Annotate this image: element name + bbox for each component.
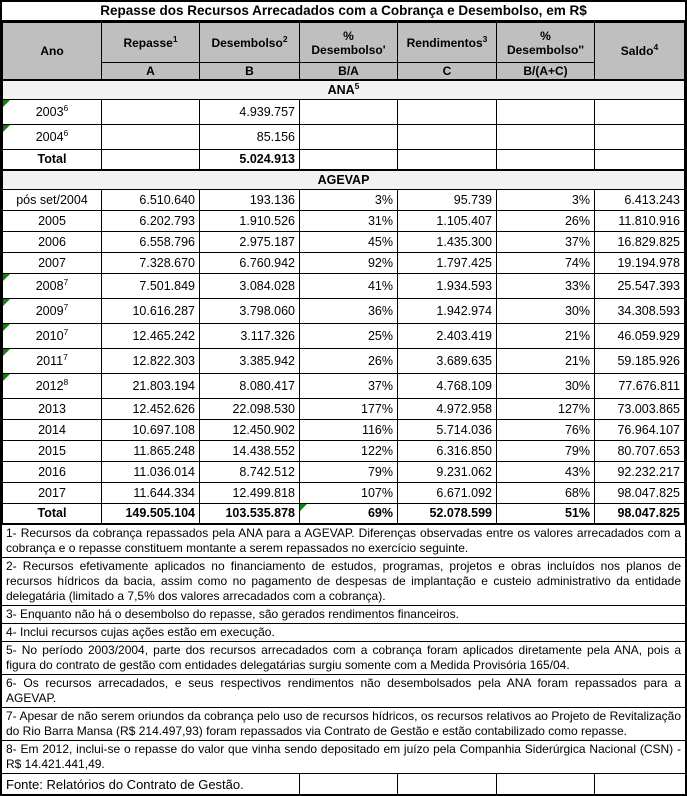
cell-saldo: 6.413.243	[595, 190, 685, 211]
footnote-5: 5- No período 2003/2004, parte dos recursos arrecadados com a cobrança foram aplicados diretamente pela ANA, pois a figura do contrato de gestão com entidades delegatárias surgiu somente com a Medida Provisória 165/04.	[2, 642, 685, 675]
footnote-ref: 7	[63, 276, 69, 287]
cell-pct-ba: 177%	[300, 399, 398, 420]
cell-saldo: 11.810.916	[595, 211, 685, 232]
table-row	[3, 125, 685, 150]
cell-repasse	[102, 125, 200, 150]
cell-rendimentos	[398, 100, 497, 125]
table-row	[3, 374, 685, 399]
footnote-4: 4- Inclui recursos cujas ações estão em execução.	[2, 624, 685, 642]
cell-repasse: 10.697.108	[102, 420, 200, 441]
empty-cell	[496, 774, 594, 796]
cell-desembolso: 12.499.818	[200, 483, 300, 504]
cell-repasse: 12.465.242	[102, 324, 200, 349]
cell-repasse: 12.452.626	[102, 399, 200, 420]
cell-desembolso: 193.136	[200, 190, 300, 211]
footnote-ref: 7	[63, 351, 68, 362]
section-row-agevap	[3, 170, 685, 190]
cell-desembolso: 6.760.942	[200, 253, 300, 274]
table-row	[3, 420, 685, 441]
cell-pct-ba: 3%	[300, 190, 398, 211]
cell-rendimentos: 5.714.036	[398, 420, 497, 441]
cell-pct-ba	[300, 125, 398, 150]
footnote-ref: 3	[482, 33, 488, 44]
cell-saldo: 77.676.811	[595, 374, 685, 399]
cell-pct-ba: 31%	[300, 211, 398, 232]
cell-saldo: 19.194.978	[595, 253, 685, 274]
row-label-year: 2016	[3, 462, 102, 483]
cell-repasse: 6.202.793	[102, 211, 200, 232]
subheader-bac: B/(A+C)	[497, 63, 595, 80]
cell-repasse: 11.865.248	[102, 441, 200, 462]
row-label-year: 2012$^8$	[3, 374, 102, 399]
row-label-total: Total	[3, 504, 102, 524]
footnote-7: 7- Apesar de não serem oriundos da cobrança pelo uso de recursos hídricos, os recursos relativos ao Projeto de Revitalização do Rio Barra Mansa (R$ 214.497,93) foram repassados via Contrato de Gestão e estão contabilizado como repasse.	[2, 708, 685, 741]
cell-pct-bac: 3%	[497, 190, 595, 211]
cell-pct-ba	[300, 150, 398, 170]
cell-pct-bac: 21%	[497, 324, 595, 349]
total-row	[3, 150, 685, 170]
cell-rendimentos	[398, 150, 497, 170]
cell-pct-bac: 37%	[497, 232, 595, 253]
cell-pct-bac: 21%	[497, 349, 595, 374]
section-header-agevap: AGEVAP	[3, 170, 685, 190]
table-row	[3, 274, 685, 299]
table-row	[3, 253, 685, 274]
footnote-ref: 7	[63, 326, 69, 337]
cell-desembolso: 1.910.526	[200, 211, 300, 232]
cell-pct-bac	[497, 150, 595, 170]
row-label-year: 2010$^7$	[3, 324, 102, 349]
cell-pct-bac: 33%	[497, 274, 595, 299]
table-row	[3, 211, 685, 232]
column-header-pct-desembolso-1: % Desembolso'	[300, 23, 398, 63]
cell-pct-bac: 76%	[497, 420, 595, 441]
cell-repasse: 10.616.287	[102, 299, 200, 324]
cell-repasse: 7.328.670	[102, 253, 200, 274]
cell-rendimentos: 9.231.062	[398, 462, 497, 483]
table-row	[3, 299, 685, 324]
column-header-rendimentos: Rendimentos$^3$	[398, 23, 497, 63]
footnotes-block	[2, 525, 685, 774]
cell-desembolso: 2.975.187	[200, 232, 300, 253]
cell-saldo	[595, 100, 685, 125]
cell-pct-ba: 92%	[300, 253, 398, 274]
column-header-ano: Ano	[3, 23, 102, 80]
footnote-ref: 4	[653, 41, 659, 52]
cell-saldo: 76.964.107	[595, 420, 685, 441]
footnote-ref: 1	[172, 33, 178, 44]
subheader-a: A	[102, 63, 200, 80]
cell-saldo: 59.185.926	[595, 349, 685, 374]
row-label-year: 2011$^7$	[3, 349, 102, 374]
cell-saldo: 98.047.825	[595, 483, 685, 504]
cell-saldo: 16.829.825	[595, 232, 685, 253]
footnote-ref: 2	[282, 33, 288, 44]
column-header-desembolso: Desembolso$^2$	[200, 23, 300, 63]
subheader-ba: B/A	[300, 63, 398, 80]
cell-pct-ba: 25%	[300, 324, 398, 349]
row-label-year: 2007	[3, 253, 102, 274]
cell-desembolso: 8.080.417	[200, 374, 300, 399]
cell-rendimentos: 1.435.300	[398, 232, 497, 253]
cell-pct-ba: 69%	[300, 504, 398, 524]
cell-saldo: 46.059.929	[595, 324, 685, 349]
footnote-2: 2- Recursos efetivamente aplicados no financiamento de estudos, programas, projetos e obras incluídos nos planos de recursos hídricos da bacia, assim como no pagamento de despesas de implantação e custeio administrativo da entidade delegatária (limitado a 7,5% dos valores arrecadados com a cobrança).	[2, 558, 685, 606]
cell-saldo: 80.707.653	[595, 441, 685, 462]
footnote-6: 6- Os recursos arrecadados, e seus respectivos rendimentos não desembolsados pela ANA foram repassados para a AGEVAP.	[2, 675, 685, 708]
cell-saldo: 98.047.825	[595, 504, 685, 524]
cell-saldo	[595, 150, 685, 170]
cell-rendimentos: 3.689.635	[398, 349, 497, 374]
cell-repasse: 149.505.104	[102, 504, 200, 524]
footnote-ref: 6	[63, 127, 69, 138]
cell-desembolso: 3.385.942	[200, 349, 300, 374]
table-row	[3, 190, 685, 211]
cell-repasse: 21.803.194	[102, 374, 200, 399]
cell-repasse: 11.644.334	[102, 483, 200, 504]
table-row	[3, 349, 685, 374]
cell-rendimentos: 1.942.974	[398, 299, 497, 324]
column-header-pct-desembolso-2: % Desembolso''	[497, 23, 595, 63]
table-row	[3, 232, 685, 253]
cell-repasse	[102, 100, 200, 125]
cell-desembolso: 3.084.028	[200, 274, 300, 299]
source-text: Fonte: Relatórios do Contrato de Gestão.	[6, 776, 244, 792]
cell-desembolso: 103.535.878	[200, 504, 300, 524]
cell-repasse: 7.501.849	[102, 274, 200, 299]
cell-pct-ba: 26%	[300, 349, 398, 374]
row-label-year: 2008$^7$	[3, 274, 102, 299]
data-table	[2, 22, 685, 525]
table-row	[3, 100, 685, 125]
cell-rendimentos: 1.105.407	[398, 211, 497, 232]
source-row	[2, 774, 685, 796]
cell-pct-ba	[300, 100, 398, 125]
cell-repasse: 6.510.640	[102, 190, 200, 211]
cell-rendimentos: 2.403.419	[398, 324, 497, 349]
row-label-year: 2009$^7$	[3, 299, 102, 324]
footnote-8: 8- Em 2012, inclui-se o repasse do valor que vinha sendo depositado em juízo pela Companhia Siderúrgica Nacional (CSN) - R$ 14.421.441,49.	[2, 741, 685, 774]
table-row	[3, 399, 685, 420]
cell-pct-bac	[497, 100, 595, 125]
cell-repasse	[102, 150, 200, 170]
subheader-b: B	[200, 63, 300, 80]
cell-desembolso: 14.438.552	[200, 441, 300, 462]
cell-desembolso: 22.098.530	[200, 399, 300, 420]
cell-rendimentos: 6.671.092	[398, 483, 497, 504]
cell-pct-bac: 74%	[497, 253, 595, 274]
cell-pct-ba: 122%	[300, 441, 398, 462]
cell-saldo: 34.308.593	[595, 299, 685, 324]
table-row	[3, 441, 685, 462]
row-label-year: 2006	[3, 232, 102, 253]
cell-rendimentos: 52.078.599	[398, 504, 497, 524]
cell-pct-ba: 36%	[300, 299, 398, 324]
row-label-year: 2003$^6$	[3, 100, 102, 125]
column-header-repasse: Repasse$^1$	[102, 23, 200, 63]
section-row-ana	[3, 80, 685, 100]
cell-rendimentos: 4.768.109	[398, 374, 497, 399]
table-header	[3, 23, 685, 80]
cell-pct-bac: 68%	[497, 483, 595, 504]
row-label-year: pós set/2004	[3, 190, 102, 211]
footnote-3: 3- Enquanto não há o desembolso do repasse, são gerados rendimentos financeiros.	[2, 606, 685, 624]
row-label-year: 2004$^6$	[3, 125, 102, 150]
footnote-ref: 7	[63, 301, 69, 312]
cell-desembolso: 8.742.512	[200, 462, 300, 483]
cell-pct-bac: 26%	[497, 211, 595, 232]
cell-repasse: 12.822.303	[102, 349, 200, 374]
cell-pct-ba: 45%	[300, 232, 398, 253]
cell-desembolso: 4.939.757	[200, 100, 300, 125]
empty-cell	[397, 774, 496, 796]
empty-cell	[299, 774, 397, 796]
cell-rendimentos: 95.739	[398, 190, 497, 211]
cell-rendimentos	[398, 125, 497, 150]
cell-repasse: 6.558.796	[102, 232, 200, 253]
cell-pct-bac: 79%	[497, 441, 595, 462]
table-row	[3, 462, 685, 483]
row-label-year: 2013	[3, 399, 102, 420]
cell-pct-bac: 51%	[497, 504, 595, 524]
cell-desembolso: 3.117.326	[200, 324, 300, 349]
row-label-total: Total	[3, 150, 102, 170]
cell-pct-ba: 107%	[300, 483, 398, 504]
row-label-year: 2017	[3, 483, 102, 504]
row-label-year: 2005	[3, 211, 102, 232]
subheader-c: C	[398, 63, 497, 80]
cell-desembolso: 5.024.913	[200, 150, 300, 170]
cell-repasse: 11.036.014	[102, 462, 200, 483]
cell-pct-ba: 79%	[300, 462, 398, 483]
footnote-1: 1- Recursos da cobrança repassados pela ANA para a AGEVAP. Diferenças observadas entre os valores arrecadados com a cobrança e o repasse constituem montante a serem repassados no exercício seguinte.	[2, 525, 685, 558]
cell-pct-ba: 37%	[300, 374, 398, 399]
cell-pct-bac: 43%	[497, 462, 595, 483]
footnote-ref: 6	[63, 102, 69, 113]
footnote-ref: 8	[63, 376, 69, 387]
footnote-ref: 5	[354, 80, 360, 91]
cell-saldo	[595, 125, 685, 150]
cell-pct-ba: 41%	[300, 274, 398, 299]
row-label-year: 2015	[3, 441, 102, 462]
section-header-ana: ANA$^5$	[3, 80, 685, 100]
cell-pct-bac: 30%	[497, 374, 595, 399]
empty-cell	[594, 774, 685, 796]
cell-saldo: 92.232.217	[595, 462, 685, 483]
cell-pct-bac: 30%	[497, 299, 595, 324]
column-header-saldo: Saldo$^4$	[595, 23, 685, 80]
table-title: Repasse dos Recursos Arrecadados com a Cobrança e Desembolso, em R$	[2, 2, 685, 22]
cell-rendimentos: 1.797.425	[398, 253, 497, 274]
cell-desembolso: 12.450.902	[200, 420, 300, 441]
table-row	[3, 324, 685, 349]
cell-pct-bac: 127%	[497, 399, 595, 420]
cell-rendimentos: 6.316.850	[398, 441, 497, 462]
cell-desembolso: 3.798.060	[200, 299, 300, 324]
cell-rendimentos: 4.972.958	[398, 399, 497, 420]
cell-saldo: 73.003.865	[595, 399, 685, 420]
cell-pct-ba: 116%	[300, 420, 398, 441]
cell-saldo: 25.547.393	[595, 274, 685, 299]
row-label-year: 2014	[3, 420, 102, 441]
cell-desembolso: 85.156	[200, 125, 300, 150]
total-row	[3, 504, 685, 524]
cell-pct-bac	[497, 125, 595, 150]
table-row	[3, 483, 685, 504]
cell-rendimentos: 1.934.593	[398, 274, 497, 299]
